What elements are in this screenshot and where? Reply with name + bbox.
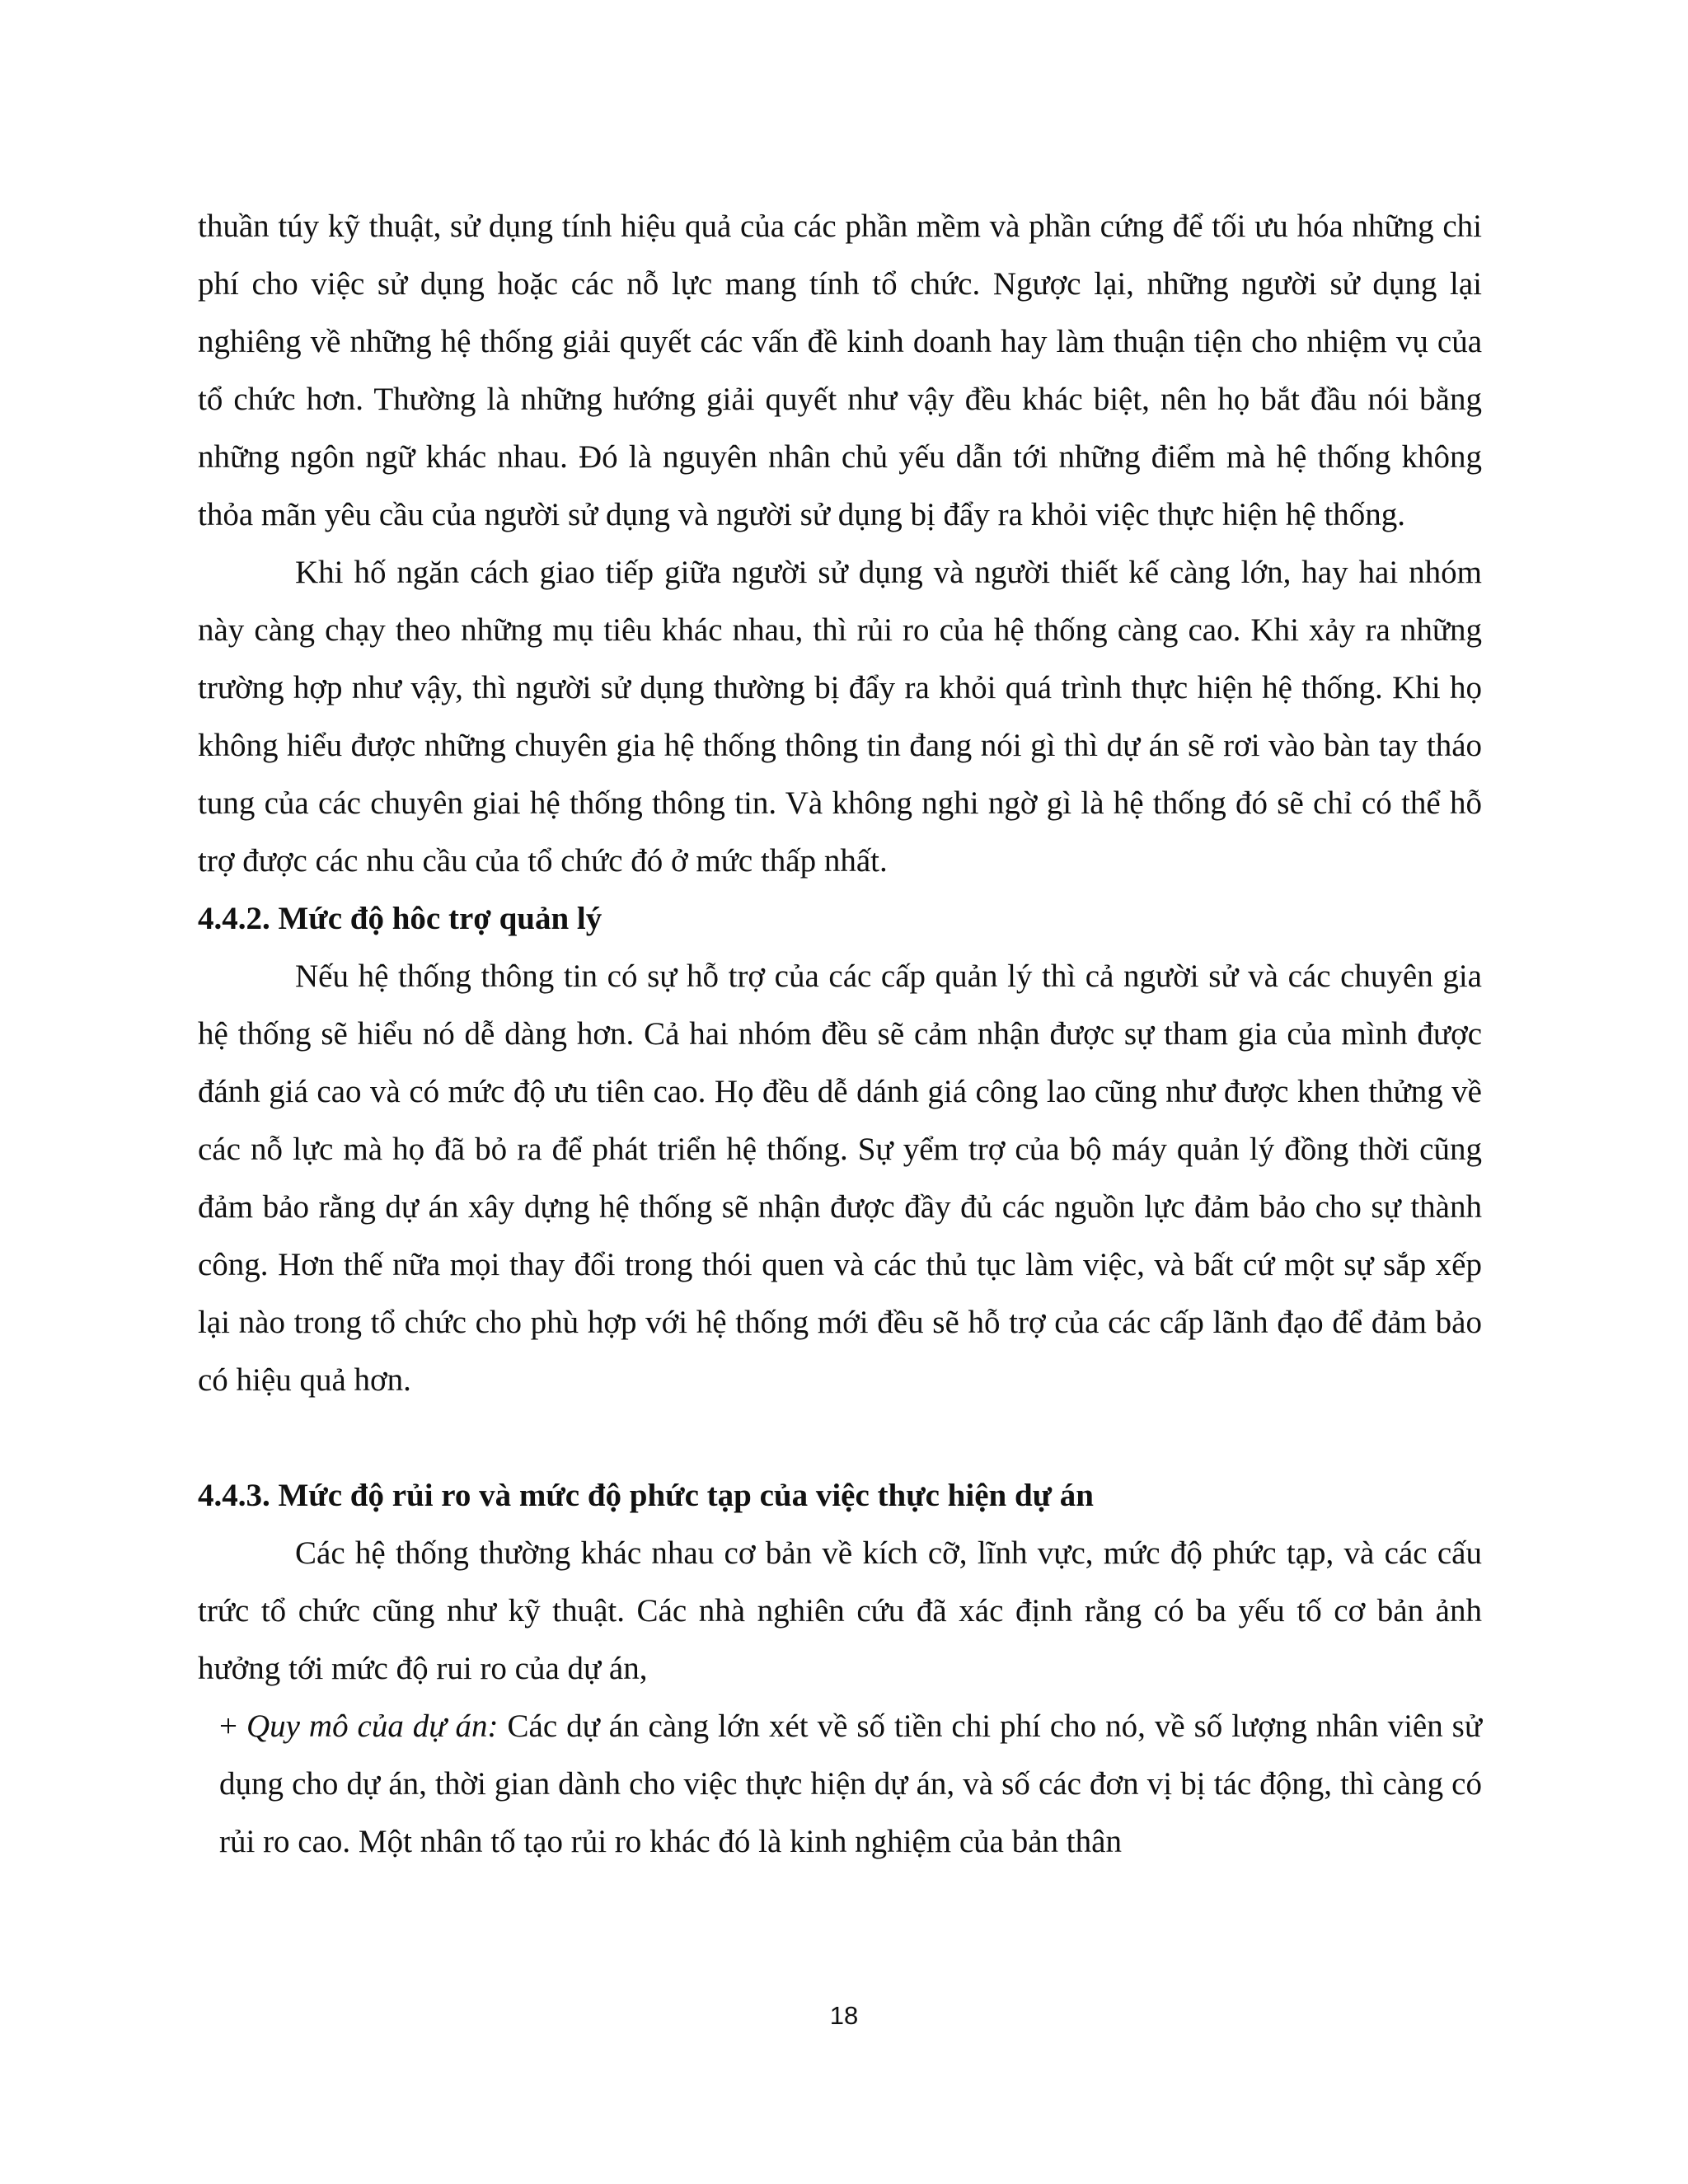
list-item-term: Quy mô của dự án: bbox=[246, 1708, 499, 1744]
section-heading-4-4-2: 4.4.2. Mức độ hôc trợ quản lý bbox=[198, 901, 603, 936]
paragraph-communication-gap: Khi hố ngăn cách giao tiếp giữa người sử dụng và người thiết kế càng lớn, hay hai nhóm này càng chạy theo những mụ tiêu khác nhau, thì rủi ro của hệ thống càng cao. Khi xảy ra những trường hợp như vậy, thì người sử dụng thường bị đẩy ra khỏi quá trình thực hiện hệ thống. Khi họ không hiểu được những chuyên gia hệ thống thông tin đang nói gì thì dự án sẽ rơi vào bàn tay tháo tung của các chuyên giai hệ thống thông tin. Và không nghi ngờ gì là hệ thống đó sẽ chỉ có thể hỗ trợ được các nhu cầu của tổ chức đó ở mức thấp nhất. bbox=[198, 555, 1482, 879]
list-item-project-scale bbox=[198, 1698, 1482, 1871]
list-bullet: + bbox=[219, 1708, 246, 1744]
paragraph-risk-factors: Các hệ thống thường khác nhau cơ bản về kích cỡ, lĩnh vực, mức độ phức tạp, và các cấu trức tổ chức cũng như kỹ thuật. Các nhà nghiên cứu đã xác định rằng có ba yếu tố cơ bản ảnh hưởng tới mức độ rui ro của dự án, bbox=[198, 1535, 1482, 1686]
paragraph-management-support: Nếu hệ thống thông tin có sự hỗ trợ của các cấp quản lý thì cả người sử và các chuyên gia hệ thống sẽ hiểu nó dễ dàng hơn. Cả hai nhóm đều sẽ cảm nhận được sự tham gia của mình được đánh giá cao và có mức độ ưu tiên cao. Họ đều dễ dánh giá công lao cũng như được khen thửng về các nỗ lực mà họ đã bỏ ra để phát triển hệ thống. Sự yểm trợ của bộ máy quản lý đồng thời cũng đảm bảo rằng dự án xây dựng hệ thống sẽ nhận được đầy đủ các nguồn lực đảm bảo cho sự thành công. Hơn thế nữa mọi thay đổi trong thói quen và các thủ tục làm việc, và bất cứ một sự sắp xếp lại nào trong tổ chức cho phù hợp với hệ thống mới đều sẽ hỗ trợ của các cấp lãnh đạo để đảm bảo có hiệu quả hơn. bbox=[198, 958, 1482, 1398]
paragraph-spacer bbox=[198, 1409, 1482, 1467]
page-body bbox=[198, 198, 1482, 1871]
list-item-text: Các dự án càng lớn xét về số tiền chi phí cho nó, về số lượng nhân viên sử dụng cho dự án, thời gian dành cho việc thực hiện dự án, và số các đơn vị bị tác động, thì càng có rủi ro cao. Một nhân tố tạo rủi ro khác đó là kinh nghiệm của bản thân bbox=[219, 1708, 1482, 1859]
paragraph-continuation: thuần túy kỹ thuật, sử dụng tính hiệu quả của các phần mềm và phần cứng để tối ưu hóa những chi phí cho việc sử dụng hoặc các nỗ lực mang tính tổ chức. Ngược lại, những người sử dụng lại nghiêng về những hệ thống giải quyết các vấn đề kinh doanh hay làm thuận tiện cho nhiệm vụ của tổ chức hơn. Thường là những hướng giải quyết như vậy đều khác biệt, nên họ bắt đầu nói bằng những ngôn ngữ khác nhau. Đó là nguyên nhân chủ yếu dẫn tới những điểm mà hệ thống không thỏa mãn yêu cầu của người sử dụng và người sử dụng bị đẩy ra khỏi việc thực hiện hệ thống. bbox=[198, 209, 1482, 532]
section-heading-4-4-3: 4.4.3. Mức độ rủi ro và mức độ phức tạp của việc thực hiện dự án bbox=[198, 1478, 1094, 1513]
page-number: 18 bbox=[829, 2001, 859, 2030]
